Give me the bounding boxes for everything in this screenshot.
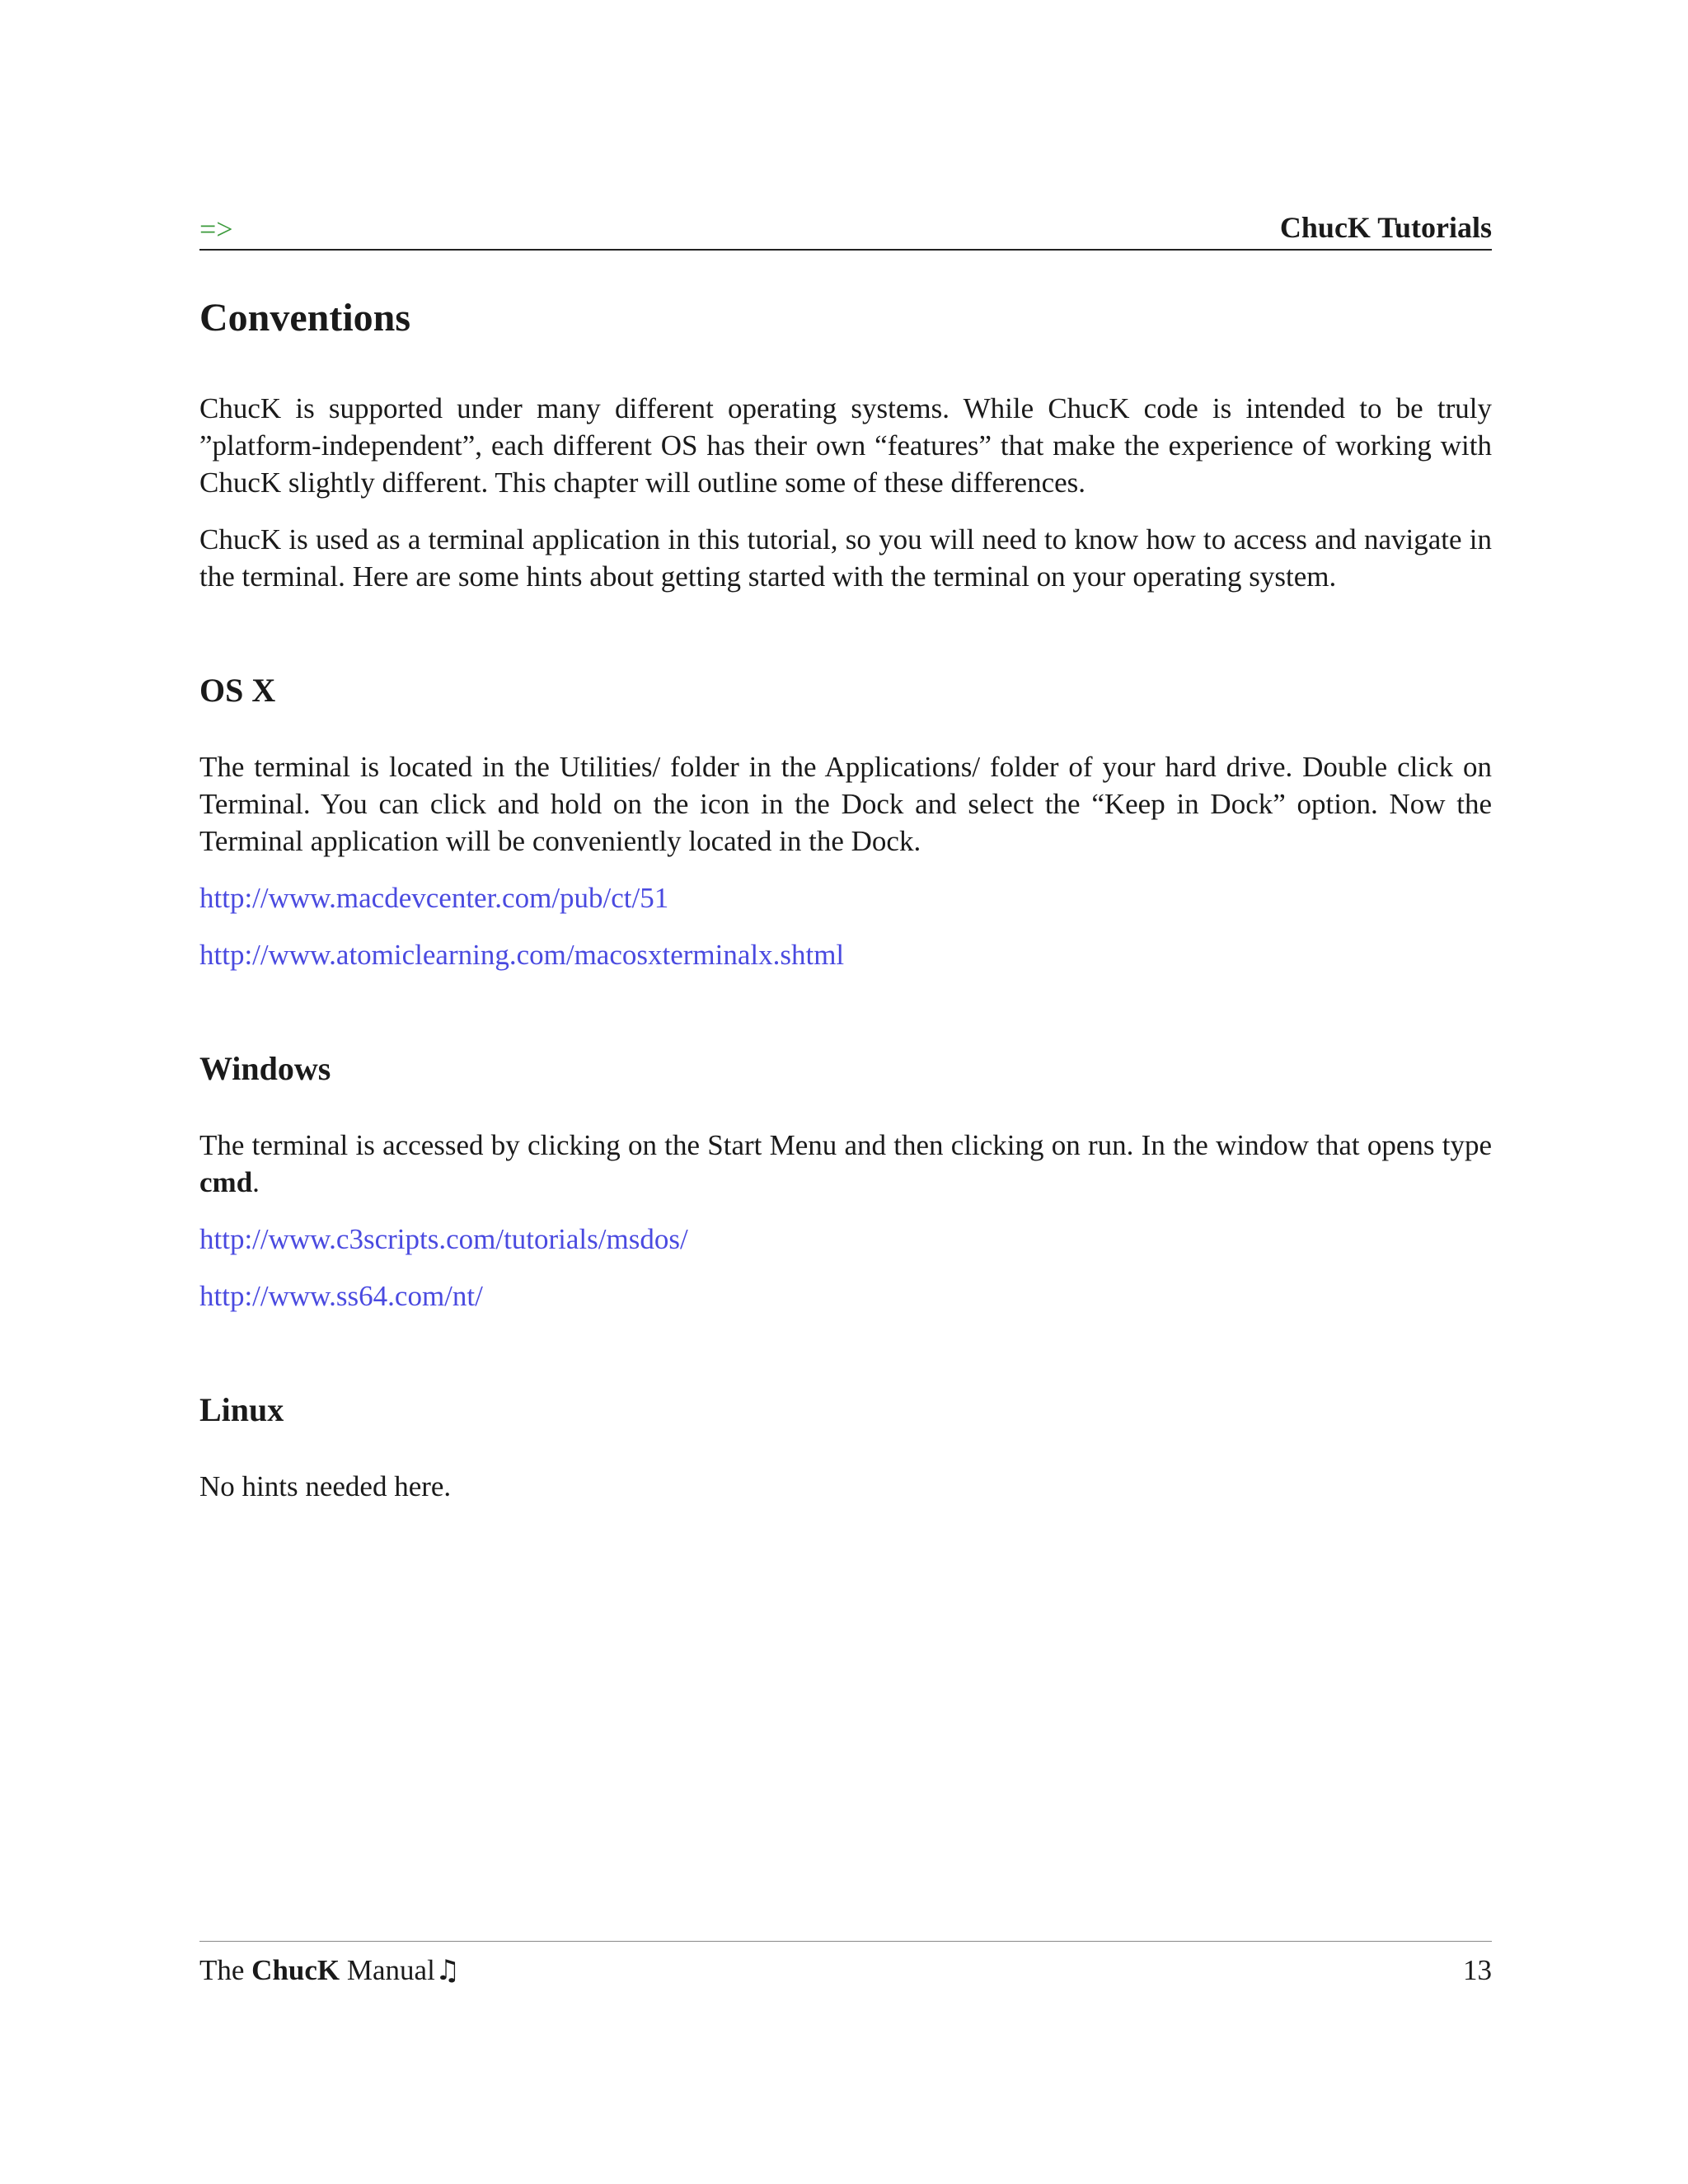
footer-prefix: The	[199, 1954, 252, 1986]
osx-link-line-2	[199, 936, 1492, 973]
page-content	[199, 297, 1492, 1525]
footer-manual-title	[199, 1953, 460, 1988]
running-footer	[199, 1941, 1492, 1988]
atomiclearning-link[interactable]: http://www.atomiclearning.com/macosxterminalx.shtml	[199, 938, 845, 971]
windows-paragraph-end: .	[252, 1165, 260, 1198]
linux-title: Linux	[199, 1390, 284, 1428]
section-title: Conventions	[199, 296, 411, 340]
windows-paragraph	[199, 1127, 1492, 1201]
windows-paragraph-start: The terminal is accessed by clicking on the Start Menu and then clicking on run. In the window that opens type	[199, 1128, 1492, 1161]
macdevcenter-link[interactable]: http://www.macdevcenter.com/pub/ct/51	[199, 881, 669, 914]
intro-paragraph-2: ChucK is used as a terminal application in this tutorial, so you will need to know how to access and navigate in the terminal. Here are some hints about getting started with the terminal on your operating system.	[199, 523, 1492, 593]
windows-link-line-1	[199, 1221, 1492, 1258]
music-note-icon: ♫	[434, 1954, 461, 1987]
running-header	[199, 208, 1492, 251]
windows-link-line-2	[199, 1277, 1492, 1315]
osx-paragraph: The terminal is located in the Utilities/ folder in the Applications/ folder of your hard drive. Double click on Terminal. You can click and hold on the icon in the Dock and select the “Keep in Dock” option. Now the Terminal application will be conveniently located in the Dock.	[199, 750, 1492, 857]
manual-page	[199, 0, 1492, 2184]
osx-link-line-1	[199, 879, 1492, 916]
windows-title: Windows	[199, 1049, 331, 1087]
footer-brand: ChucK	[251, 1954, 340, 1986]
intro-paragraph-1: ChucK is supported under many different operating systems. While ChucK code is intended to be truly ”platform-independent”, each different OS has their own “features” that make the experience of working with ChucK slightly different. This chapter will outline some of these differences.	[199, 391, 1492, 499]
cmd-command: cmd	[199, 1165, 253, 1198]
linux-paragraph: No hints needed here.	[199, 1469, 452, 1502]
header-title: ChucK Tutorials	[1279, 211, 1492, 244]
ss64-link[interactable]: http://www.ss64.com/nt/	[199, 1279, 483, 1312]
page-number: 13	[1463, 1954, 1492, 1986]
chuck-arrow-mark: =>	[199, 213, 233, 246]
osx-title: OS X	[199, 671, 276, 709]
c3scripts-link[interactable]: http://www.c3scripts.com/tutorials/msdos/	[199, 1222, 688, 1255]
footer-suffix: Manual	[340, 1954, 435, 1986]
